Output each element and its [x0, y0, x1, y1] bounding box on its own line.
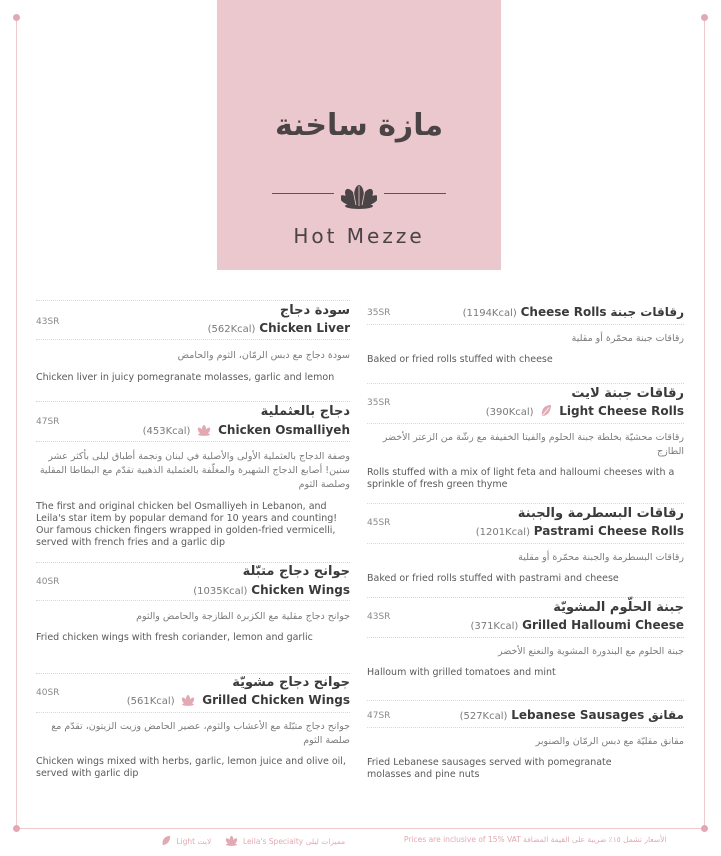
- item-title-line: [486, 404, 684, 418]
- item-calories: (527Kcal): [459, 711, 508, 722]
- item-title-line: [127, 693, 350, 707]
- item-separator: [36, 600, 350, 601]
- item-description-english: Baked or fried rolls stuffed with pastrami and cheese: [367, 573, 619, 584]
- menu-item-grilled-halloumi: [367, 597, 684, 687]
- menu-item-chicken-wings: [36, 562, 350, 657]
- item-description-arabic: جوانح دجاج مقلية مع الكزبرة الطازجة والحامض والثوم: [136, 611, 350, 622]
- item-calories: (371Kcal): [470, 621, 519, 632]
- item-separator: [367, 597, 684, 598]
- item-price: 35SR: [367, 308, 391, 318]
- menu-item-chicken-osmalliyeh: [36, 401, 350, 551]
- menu-item-lebanese-sausages: [367, 700, 684, 790]
- item-description-english: Chicken wings mixed with herbs, garlic, lemon juice and olive oil, served with garlic dip: [36, 756, 346, 779]
- item-title-line: [208, 321, 350, 335]
- item-name-arabic: جبنة الحلّوم المشويّة: [553, 600, 684, 615]
- item-separator: [367, 324, 684, 325]
- frame-bottom-border: [16, 828, 705, 829]
- item-calories: (561Kcal): [126, 696, 175, 707]
- section-title-arabic: مازة ساخنة: [274, 108, 444, 143]
- item-separator: [367, 637, 684, 638]
- item-name-english: Light Cheese Rolls: [559, 404, 684, 418]
- item-name-arabic: سودة دجاج: [279, 303, 350, 318]
- menu-item-light-cheese-rolls: [367, 383, 684, 498]
- item-description-english: The first and original chicken bel Osmalliyeh in Lebanon, and Leila's star item by popular demand for 10 years and counting! Our famous chicken fingers wrapped in golden-fried vermicelli, served with french fries and a garlic dip: [36, 501, 338, 548]
- item-name-arabic: رقاقات البسطرمة والجبنة: [517, 506, 684, 521]
- decoration-line-right: [384, 193, 446, 194]
- item-name-english: Lebanese Sausages: [511, 708, 645, 722]
- item-price: 47SR: [367, 711, 391, 721]
- item-description-arabic: مقانق مقليّة مع دبس الرمّان والصنوبر: [535, 736, 684, 747]
- item-price: 40SR: [36, 577, 60, 587]
- item-description-english: Rolls stuffed with a mix of light feta and halloumi cheeses with a sprinkle of fresh green thyme: [367, 467, 675, 490]
- item-calories: (1201Kcal): [475, 527, 530, 538]
- section-header: [217, 0, 501, 270]
- item-price: 43SR: [36, 317, 60, 327]
- item-name-arabic: جوانح دجاج متبّلة: [242, 564, 350, 579]
- item-separator: [36, 441, 350, 442]
- footer-vat-note: [404, 835, 667, 844]
- vat-note-english: Prices are inclusive of 15% VAT: [404, 835, 521, 844]
- lotus-flower-icon: [341, 178, 377, 210]
- item-name-arabic: رقاقات جبنة: [610, 305, 684, 319]
- item-name-english: Cheese Rolls: [520, 305, 607, 319]
- corner-dot-top-right: [701, 14, 708, 21]
- item-title-line: [470, 618, 684, 632]
- item-description-arabic: جبنة الحلوم مع البندورة المشوية والنعنع الأخضر: [497, 646, 684, 657]
- frame-right-border: [704, 18, 705, 828]
- item-calories: (562Kcal): [207, 324, 256, 335]
- item-description-arabic: سودة دجاج مع دبس الرمّان، الثوم والحامض: [177, 350, 350, 361]
- item-title-line: [460, 708, 684, 722]
- item-separator: [367, 383, 684, 384]
- item-separator: [36, 300, 350, 301]
- item-description-english: Fried Lebanese sausages served with pomegranate molasses and pine nuts: [367, 757, 612, 780]
- item-calories: (1035Kcal): [193, 586, 248, 597]
- item-description-english: Fried chicken wings with fresh coriander, lemon and garlic: [36, 632, 313, 643]
- item-name-arabic: دجاج بالعثملية: [260, 404, 350, 419]
- item-calories: (390Kcal): [485, 407, 534, 418]
- item-price: 40SR: [36, 688, 60, 698]
- legend-specialty-english: Leila's Specialty: [243, 837, 304, 846]
- decoration-line-left: [272, 193, 334, 194]
- item-price: 45SR: [367, 518, 391, 528]
- item-price: 43SR: [367, 612, 391, 622]
- item-description-arabic: جوانح دجاج متبّلة مع الأعشاب والثوم، عصير الحامض وزيت الزيتون، تقدّم مع صلصة الثوم: [51, 721, 350, 746]
- corner-dot-bottom-right: [701, 825, 708, 832]
- header-decoration: [272, 178, 446, 210]
- item-name-arabic: مقانق: [648, 708, 684, 722]
- item-name-english: Pastrami Cheese Rolls: [533, 524, 684, 538]
- light-leaf-icon: [540, 404, 552, 417]
- corner-dot-bottom-left: [13, 825, 20, 832]
- item-title-line: [143, 423, 350, 437]
- leilas-specialty-icon: [181, 694, 195, 706]
- item-separator: [367, 727, 684, 728]
- section-title-english: Hot Mezze: [293, 224, 425, 248]
- item-name-english: Chicken Osmalliyeh: [218, 423, 350, 437]
- menu-item-cheese-rolls: [367, 298, 684, 376]
- leilas-specialty-icon: [197, 424, 211, 436]
- item-description-arabic: رقاقات البسطرمة والجبنة محمّرة أو مقلية: [518, 552, 684, 563]
- item-description-english: Baked or fried rolls stuffed with cheese: [367, 354, 553, 365]
- item-calories: (453Kcal): [142, 426, 191, 437]
- frame-left-border: [16, 18, 17, 828]
- item-title-line: [463, 305, 684, 319]
- item-separator: [367, 423, 684, 424]
- item-separator: [367, 700, 684, 701]
- footer-legend: [158, 835, 345, 846]
- item-description-arabic: وصفة الدجاج بالعثملية الأولى والأصلية في لبنان ونجمة أطباق ليلى بأكثر عشر سنين! أصابع الدجاج الشهيرة والمغلّفة بالعثملية الذهبية تقدّم مع البطاطا المقلية وصلصة الثوم: [39, 451, 350, 490]
- corner-dot-top-left: [13, 14, 20, 21]
- item-name-arabic: رقاقات جبنة لايت: [571, 386, 684, 401]
- item-description-english: Chicken liver in juicy pomegranate molasses, garlic and lemon: [36, 372, 335, 383]
- item-separator: [36, 562, 350, 563]
- item-separator: [36, 339, 350, 340]
- item-name-arabic: جوانح دجاج مشويّة: [232, 675, 350, 690]
- item-separator: [36, 401, 350, 402]
- leilas-specialty-icon: [225, 835, 238, 846]
- item-title-line: [193, 583, 350, 597]
- item-separator: [36, 712, 350, 713]
- item-name-english: Grilled Halloumi Cheese: [522, 618, 684, 632]
- menu-item-grilled-chicken-wings: [36, 673, 350, 788]
- item-name-english: Chicken Wings: [251, 583, 350, 597]
- vat-note-arabic: الأسعار تشمل ١٥٪ ضريبة على القيمة المضافة: [523, 835, 667, 844]
- item-description-english: Halloum with grilled tomatoes and mint: [367, 667, 556, 678]
- legend-light-english: Light: [176, 837, 196, 846]
- menu-item-pastrami-cheese-rolls: [367, 503, 684, 593]
- item-separator: [367, 503, 684, 504]
- item-description-arabic: رقاقات جبنة محمّرة أو مقلية: [571, 333, 684, 344]
- legend-specialty-arabic: مميزات ليلى: [305, 837, 346, 846]
- light-leaf-icon: [161, 835, 171, 846]
- item-calories: (1194Kcal): [462, 308, 517, 319]
- item-price: 47SR: [36, 417, 60, 427]
- item-price: 35SR: [367, 398, 391, 408]
- item-separator: [367, 543, 684, 544]
- item-name-english: Grilled Chicken Wings: [202, 693, 350, 707]
- item-name-english: Chicken Liver: [259, 321, 350, 335]
- menu-item-chicken-liver: [36, 300, 350, 390]
- item-title-line: [476, 524, 684, 538]
- item-description-arabic: رقاقات محشيّة بخلطة جبنة الحلوم والفيتا الخفيفة مع رشّة من الزعتر الأخضر الطازج: [382, 432, 684, 457]
- legend-light-arabic: لايت: [197, 837, 212, 846]
- item-separator: [36, 673, 350, 674]
